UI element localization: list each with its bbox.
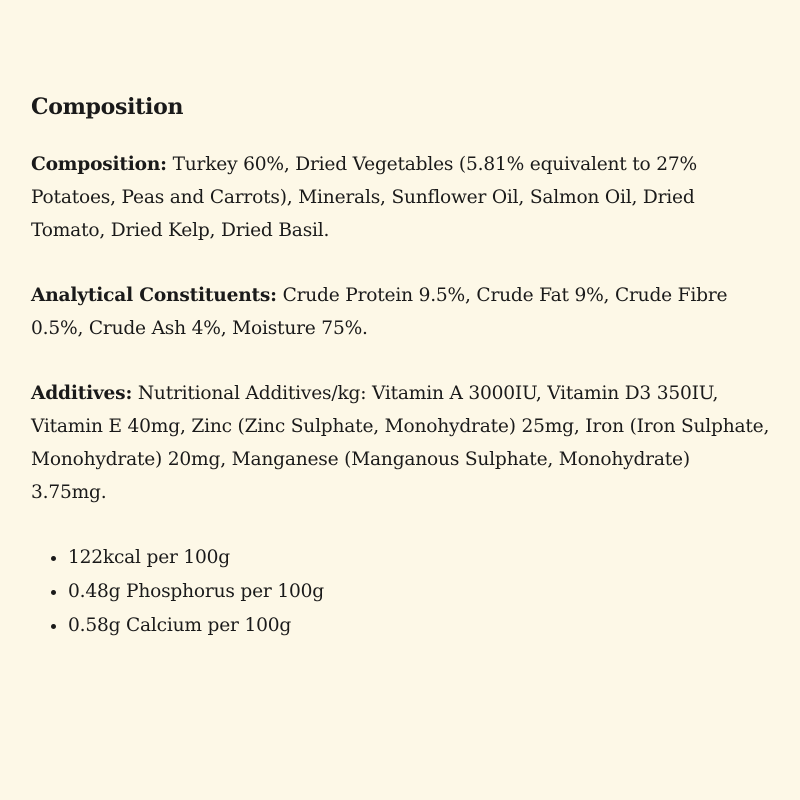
composition-section xyxy=(31,148,771,247)
additives-text: Nutritional Additives/kg: Vitamin A 3000IU, Vitamin D3 350IU, Vitamin E 40mg, Zinc (Zinc Sulphate, Monohydrate) 25mg, Iron (Iron Sulphate, Monohydrate) 20mg, Manganese (Manganous Sulphate, Monohydrate) 3.75mg. xyxy=(31,383,770,503)
composition-text: Turkey 60%, Dried Vegetables (5.81% equivalent to 27% Potatoes, Peas and Carrots), Minerals, Sunflower Oil, Salmon Oil, Dried Tomato, Dried Kelp, Dried Basil. xyxy=(31,154,697,241)
list-item: • 0.58g Calcium per 100g xyxy=(68,609,771,643)
list-item: • 122kcal per 100g xyxy=(68,541,771,575)
analytical-constituents-label: Analytical Constituents: xyxy=(31,285,277,306)
list-item: • 0.48g Phosphorus per 100g xyxy=(68,575,771,609)
page-title: Composition xyxy=(31,94,184,120)
composition-label: Composition: xyxy=(31,154,167,175)
analytical-constituents-text: Crude Protein 9.5%, Crude Fat 9%, Crude Fibre 0.5%, Crude Ash 4%, Moisture 75%. xyxy=(31,285,728,339)
nutrition-facts-list xyxy=(31,541,771,643)
composition-panel xyxy=(31,90,771,643)
analytical-constituents-section xyxy=(31,279,771,345)
additives-section xyxy=(31,377,771,509)
additives-label: Additives: xyxy=(31,383,133,404)
